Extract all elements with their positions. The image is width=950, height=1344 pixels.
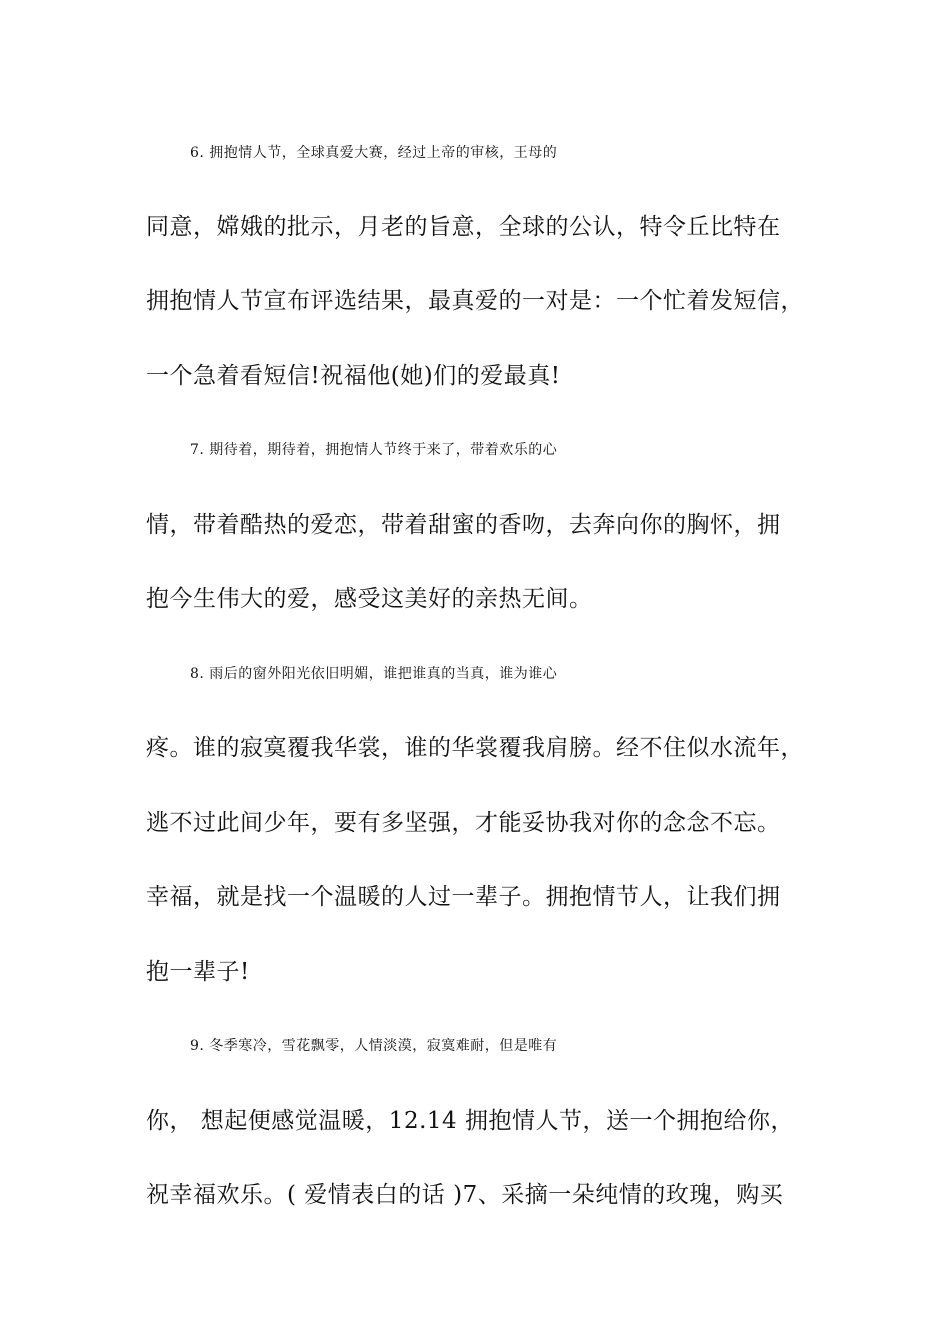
text-line: 你， 想起便感觉温暖，12.14 拥抱情人节，送一个拥抱给你， — [146, 1108, 794, 1134]
text-line: 同意，嫦娥的批示，月老的旨意，全球的公认，特令丘比特在 — [146, 214, 781, 240]
text-line: 抱一辈子! — [146, 959, 250, 985]
text-line: 疼。谁的寂寞覆我华裳，谁的华裳覆我肩膀。经不住似水流年， — [146, 735, 804, 761]
text-line: 8. 雨后的窗外阳光依旧明媚，谁把谁真的当真，谁为谁心 — [190, 666, 558, 682]
text-line: 6. 拥抱情人节，全球真爱大赛，经过上帝的审核，王母的 — [190, 145, 558, 161]
text-line: 抱今生伟大的爱，感受这美好的亲热无间。 — [146, 586, 593, 612]
text-line: 9. 冬季寒冷，雪花飘零，人情淡漠，寂寞难耐，但是唯有 — [190, 1038, 558, 1054]
text-line: 祝幸福欢乐。( 爱情表白的话 )7、采摘一朵纯情的玫瑰，购买 — [146, 1182, 784, 1208]
text-line: 一个急着看短信!祝福他(她)们的爱最真! — [146, 363, 561, 389]
text-line: 7. 期待着，期待着，拥抱情人节终于来了，带着欢乐的心 — [190, 442, 558, 458]
text-line: 幸福，就是找一个温暖的人过一辈子。拥抱情节人，让我们拥 — [146, 884, 781, 910]
text-line: 拥抱情人节宣布评选结果，最真爱的一对是：一个忙着发短信， — [146, 288, 804, 314]
text-line: 逃不过此间少年，要有多坚强，才能妥协我对你的念念不忘。 — [146, 810, 781, 836]
text-line: 情，带着酷热的爱恋，带着甜蜜的香吻，去奔向你的胸怀，拥 — [146, 512, 781, 538]
